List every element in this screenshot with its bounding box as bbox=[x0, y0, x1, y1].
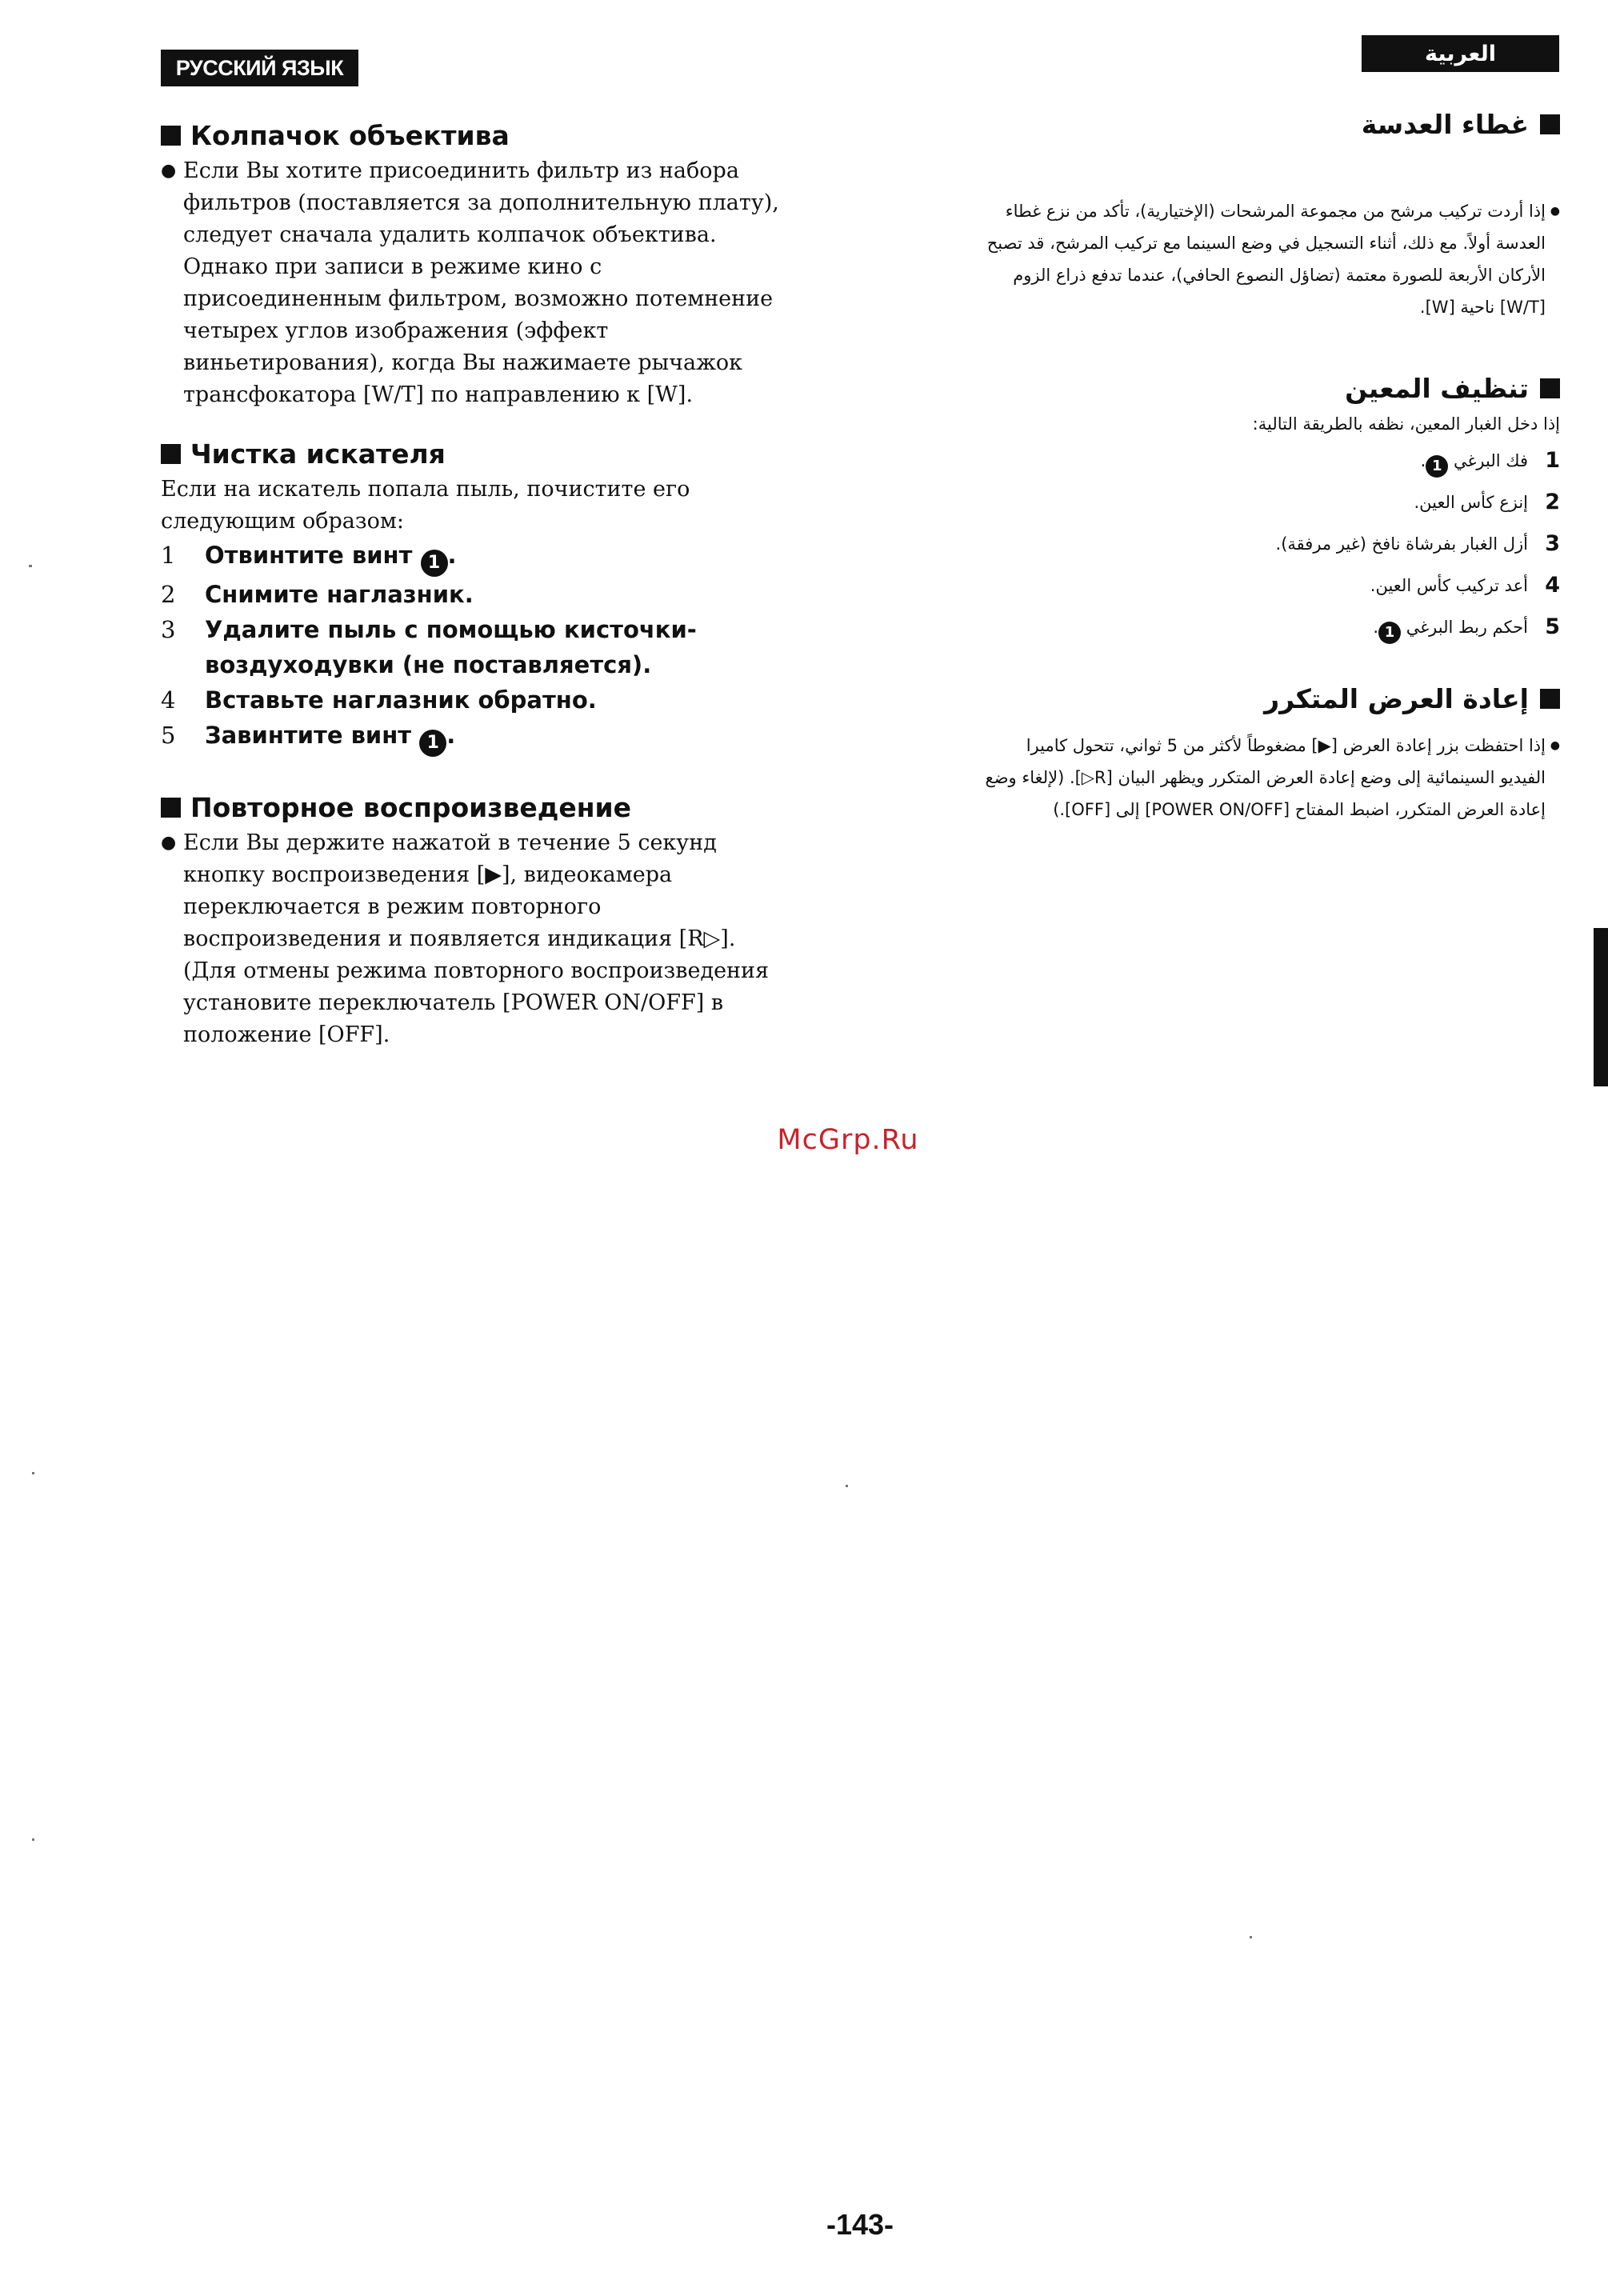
arabic-column bbox=[872, 106, 1560, 826]
ru-repeat-line: (Для отмены режима повторного воспроизведения bbox=[183, 958, 770, 983]
ar-viewfinder-intro: إذا دخل الغبار المعين، نظفه بالطريقة التالية: bbox=[1252, 414, 1560, 434]
ru-lens-cap-bullet bbox=[161, 155, 825, 411]
ru-repeat-line: воспроизведения и появляется индикация [R▷]. bbox=[183, 926, 736, 951]
ar-repeat-bullet bbox=[872, 730, 1560, 826]
ru-repeat-line: кнопку воспроизведения [▶], видеокамера bbox=[183, 862, 673, 887]
ar-repeat-line: إذا احتفظت بزر إعادة العرض [▶] مضغوطاً لأكثر من 5 ثواني، تتحول كاميرا bbox=[1026, 736, 1546, 755]
square-bullet-icon bbox=[1540, 114, 1560, 134]
ru-step: 4 Вставьте наглазник обратно. bbox=[161, 686, 597, 714]
scan-speck bbox=[32, 1838, 34, 1841]
ru-lens-cap-section bbox=[161, 117, 825, 411]
bullet-dot-icon: ● bbox=[161, 833, 177, 853]
watermark-text: McGrp.Ru bbox=[777, 1124, 919, 1156]
russian-language-tab: РУССКИЙ ЯЗЫК bbox=[161, 50, 358, 86]
ar-lens-cap-line: العدسة أولاً. مع ذلك، أثناء التسجيل في وضع السينما مع تركيب المرشح، قد تصبح bbox=[986, 234, 1546, 253]
ru-lens-cap-line: Однако при записи в режиме кино с bbox=[183, 254, 602, 279]
screw-number-icon: 1 bbox=[1426, 455, 1448, 478]
square-bullet-icon bbox=[1540, 689, 1560, 709]
ar-repeat-line: إعادة العرض المتكرر، اضبط المفتاح [POWER ON/OFF] إلى [OFF].) bbox=[1053, 800, 1546, 819]
ar-viewfinder-section bbox=[872, 370, 1560, 648]
scan-speck bbox=[29, 565, 32, 567]
ru-viewfinder-intro: следующим образом: bbox=[161, 509, 404, 534]
bullet-dot-icon: ● bbox=[161, 161, 177, 181]
scan-speck bbox=[32, 1472, 34, 1474]
ru-step: 3 Удалите пыль с помощью кисточки- bbox=[161, 616, 697, 643]
square-bullet-icon bbox=[161, 444, 181, 464]
ru-lens-cap-line: трансфокатора [W/T] по направлению к [W]. bbox=[183, 382, 694, 407]
ru-repeat-line: Если Вы держите нажатой в течение 5 секунд bbox=[183, 830, 717, 855]
ru-viewfinder-title: Чистка искателя bbox=[161, 435, 825, 474]
ar-lens-cap-section bbox=[872, 106, 1560, 323]
screw-number-icon: 1 bbox=[419, 730, 446, 757]
russian-column bbox=[161, 117, 825, 1051]
ru-lens-cap-line: виньетирования), когда Вы нажимаете рычажок bbox=[183, 350, 743, 375]
ru-step: 2 Снимите наглазник. bbox=[161, 581, 474, 608]
page-number: -143- bbox=[826, 2208, 894, 2241]
screw-number-icon: 1 bbox=[421, 550, 448, 577]
scan-speck bbox=[1250, 1936, 1252, 1938]
ru-repeat-title: Повторное воспроизведение bbox=[161, 789, 825, 827]
ar-step: 5 أحكم ربط البرغي 1. bbox=[872, 606, 1560, 648]
square-bullet-icon bbox=[1540, 378, 1560, 398]
ru-repeat-line: переключается в режим повторного bbox=[183, 894, 602, 919]
square-bullet-icon bbox=[161, 798, 181, 818]
ru-step-continuation: воздуходувки (не поставляется). bbox=[205, 651, 652, 678]
ru-lens-cap-line: четырех углов изображения (эффект bbox=[183, 318, 609, 343]
ru-lens-cap-line: следует сначала удалить колпачок объектива. bbox=[183, 222, 717, 247]
ru-lens-cap-line: Если Вы хотите присоединить фильтр из набора bbox=[183, 158, 739, 183]
ar-lens-cap-line: الأركان الأربعة للصورة معتمة (تضاؤل النصوع الحافي)، عندما تدفع ذراع الزوم bbox=[1013, 266, 1546, 285]
ru-viewfinder-steps bbox=[161, 538, 825, 757]
ar-viewfinder-title: تنظيف المعين bbox=[872, 370, 1560, 408]
ru-repeat-section bbox=[161, 789, 825, 1051]
ru-step: 1 Отвинтите винт 1 . bbox=[161, 538, 825, 577]
ar-step: 3 أزل الغبار بفرشاة نافخ (غير مرفقة). bbox=[1275, 531, 1560, 556]
ar-repeat-section bbox=[872, 680, 1560, 826]
scan-speck bbox=[846, 1485, 848, 1487]
ar-lens-cap-bullet bbox=[872, 195, 1560, 323]
ru-repeat-line: положение [OFF]. bbox=[183, 1022, 390, 1047]
ar-lens-cap-line: إذا أردت تركيب مرشح من مجموعة المرشحات (الإختيارية)، تأكد من نزع غطاء bbox=[1005, 202, 1546, 221]
bullet-dot-icon: ● bbox=[1550, 739, 1560, 752]
ru-lens-cap-line: присоединенным фильтром, возможно потемнение bbox=[183, 286, 774, 311]
scan-edge-mark bbox=[1594, 928, 1608, 1086]
arabic-language-tab: العربية bbox=[1362, 35, 1559, 72]
ru-repeat-bullet bbox=[161, 827, 825, 1051]
ru-viewfinder-section bbox=[161, 435, 825, 757]
ar-step: 4 أعد تركيب كأس العين. bbox=[1370, 573, 1560, 598]
ru-viewfinder-intro: Если на искатель попала пыль, почистите его bbox=[161, 477, 690, 502]
ar-repeat-line: الفيديو السينمائية إلى وضع إعادة العرض المتكرر ويظهر البيان [R▷]. (لإلغاء وضع bbox=[985, 768, 1546, 787]
ru-lens-cap-title: Колпачок объектива bbox=[161, 117, 825, 155]
ar-repeat-title: إعادة العرض المتكرر bbox=[872, 680, 1560, 718]
screw-number-icon: 1 bbox=[1378, 622, 1401, 644]
ar-lens-cap-line: [W/T] ناحية [W]. bbox=[1419, 298, 1546, 317]
ar-viewfinder-steps bbox=[872, 440, 1560, 648]
square-bullet-icon bbox=[161, 126, 181, 146]
bullet-dot-icon: ● bbox=[1550, 205, 1560, 218]
ar-step: 2 إنزع كأس العين. bbox=[1414, 490, 1560, 514]
ru-lens-cap-line: фильтров (поставляется за дополнительную плату), bbox=[183, 190, 779, 215]
ar-lens-cap-title: غطاء العدسة bbox=[872, 106, 1560, 144]
ru-repeat-line: установите переключатель [POWER ON/OFF] в bbox=[183, 990, 724, 1015]
ru-step: 5 Завинтите винт 1 . bbox=[161, 718, 825, 757]
ar-step: 1 فك البرغي 1. bbox=[872, 440, 1560, 482]
